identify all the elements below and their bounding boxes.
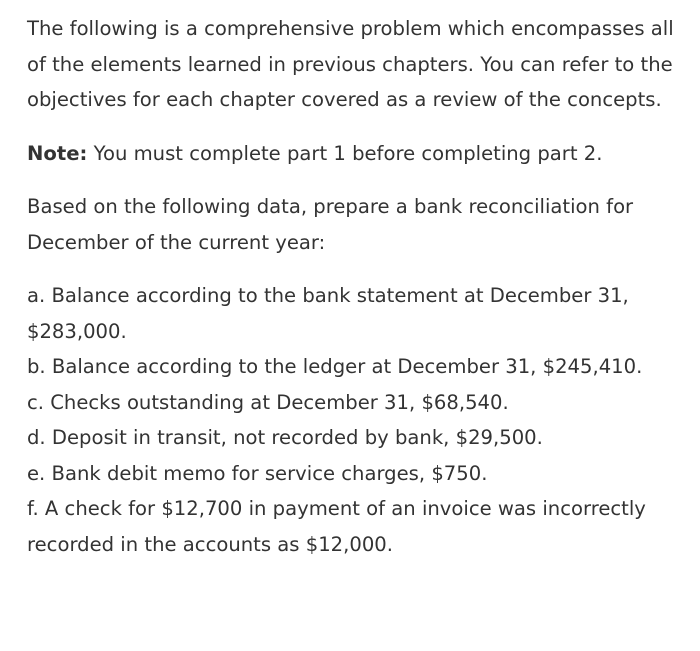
- data-list: [27, 278, 680, 562]
- list-item-c: c. Checks outstanding at December 31, $68,540.: [27, 390, 509, 414]
- intro-paragraph: The following is a comprehensive problem which encompasses all of the elements learned in previous chapters. You can refer to the objectives for each chapter covered as a review of the concepts.: [27, 17, 674, 111]
- instruction-paragraph: Based on the following data, prepare a bank reconciliation for December of the current year:: [27, 195, 634, 254]
- note-paragraph: [27, 136, 680, 172]
- list-item-d: d. Deposit in transit, not recorded by bank, $29,500.: [27, 426, 543, 449]
- list-item-a: a. Balance according to the bank statement at December 31, $283,000.: [27, 284, 629, 343]
- list-item-b: b. Balance according to the ledger at December 31, $245,410.: [27, 355, 643, 378]
- list-item-e: e. Bank debit memo for service charges, $750.: [27, 461, 488, 485]
- note-label: Note:: [27, 141, 88, 165]
- note-text: You must complete part 1 before completing part 2.: [87, 141, 603, 165]
- list-item-f: f. A check for $12,700 in payment of an invoice was incorrectly recorded in the accounts as $12,000.: [27, 497, 646, 556]
